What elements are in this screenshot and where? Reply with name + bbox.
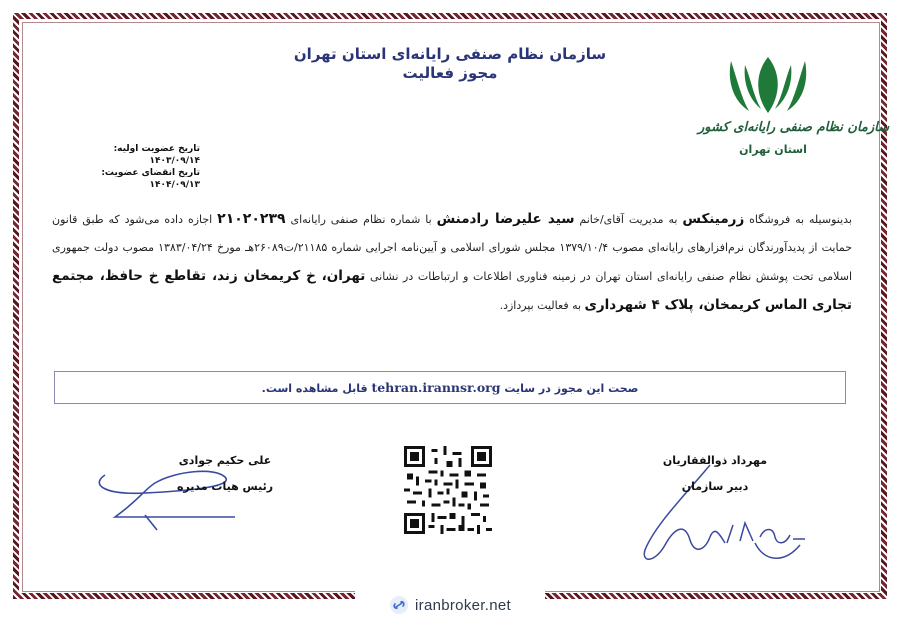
right-signatory [640,448,790,500]
body-text-5: به فعالیت بپردازد. [499,299,582,312]
verification-site-link[interactable]: tehran.irannsr.org [371,380,501,395]
left-signatory-title: رئیس هیات مدیره [176,480,274,493]
organization-name: سازمان نظام صنفی رایانه‌ای استان تهران [293,45,607,63]
membership-start-date: تاریخ عضویت اولیه: ۱۴۰۳/۰۹/۱۴ [113,144,200,166]
body-text-1: بدینوسیله به فروشگاه [749,213,852,226]
right-signatory-name: مهرداد ذوالفقاریان [662,454,768,467]
business-address: تهران، خ کریمخان زند، تقاطع خ حافظ، مجتمع تجاری الماس کریمخان، پلاک ۴ شهرداری [52,268,852,313]
certificate-title: مجوز فعالیت [402,64,498,82]
logo-province: استان تهران [739,143,807,156]
watermark [355,585,545,625]
qr-code-icon[interactable] [404,446,492,534]
body-text-4: اجازه داده می‌شود که طبق قانون حمایت از پدیدآورندگان نرم‌افزارهای رایانه‌ای مصوب ۱۳۷۹/۱۰/۴ مجلس شورای اسلامی و آیین‌نامه اجرایی شماره ۲۱۱۸۵/ت۲۶۰۸۹هـ مورخ ۱۳۸۳/۰۴/۲۴ مصوب دولت جمهوری اسلامی تحت پوشش نظام صنفی رایانه‌ای استان تهران در زمینه فناوری اطلاعات و ارتباطات در نشانی [52,213,853,283]
verification-prefix: صحت این مجوز در سایت [504,382,639,395]
left-signatory-name: علی حکیم جوادی [178,454,272,467]
license-body [52,205,852,320]
watermark-text: iranbroker.net [415,596,511,614]
membership-end-date: تاریخ انقضای عضویت: ۱۴۰۴/۰۹/۱۳ [101,168,200,190]
membership-dates [60,143,200,191]
body-text-2: به مدیریت آقای/خانم [579,213,678,226]
logo-caption: سازمان نظام صنفی رایانه‌ای کشور [698,120,889,135]
right-signatory-title: دبیر سازمان [681,480,749,493]
left-signatory [150,448,300,500]
manager-name: سید علیرضا رادمنش [436,211,575,227]
logo-emblem-icon [723,55,813,117]
membership-number: ۲۱۰۲۰۲۳۹ [217,211,286,227]
body-text-3: با شماره نظام صنفی رایانه‌ای [290,213,432,226]
store-name: زرمینکس [682,211,745,227]
verification-box [54,371,846,404]
link-icon [389,595,409,615]
verification-suffix: قابل مشاهده است. [261,382,368,395]
certificate-header [240,45,660,83]
organization-logo [698,55,889,165]
